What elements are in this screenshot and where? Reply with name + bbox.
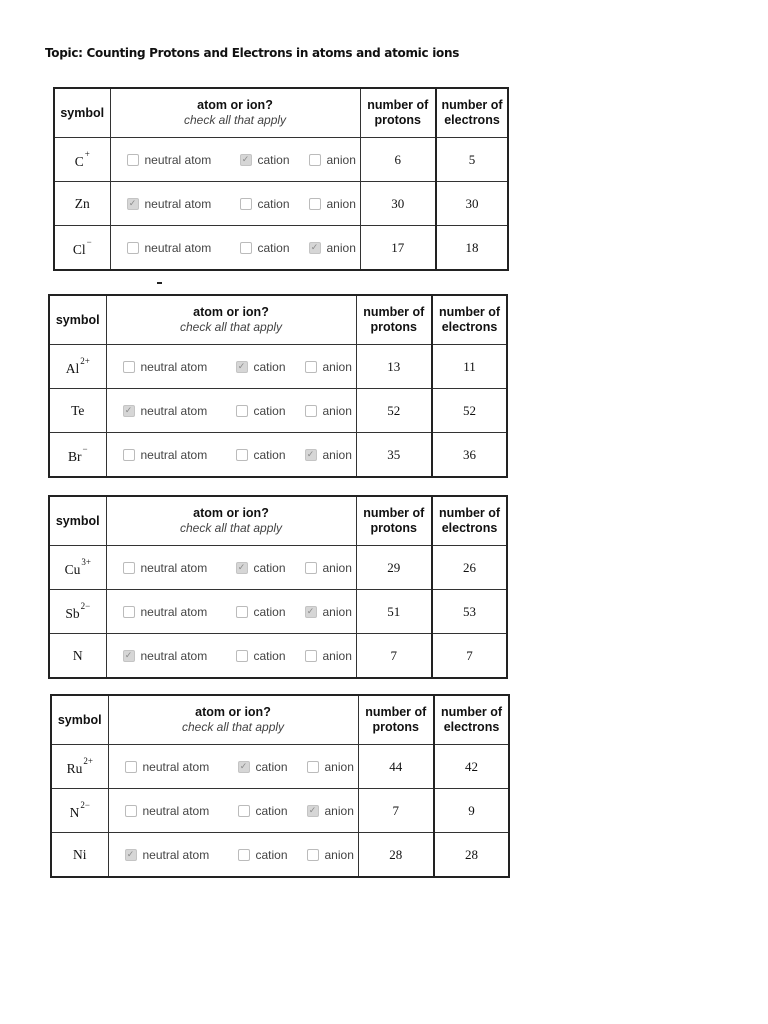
options-cell — [110, 138, 360, 182]
checkbox-group — [107, 404, 356, 418]
anion-label: anion — [326, 240, 356, 255]
symbol-cell — [49, 389, 106, 433]
cation-label: cation — [257, 152, 290, 167]
check-mark-icon: ✓ — [241, 154, 250, 164]
cation-label: cation — [253, 560, 286, 575]
anion-checkbox[interactable] — [307, 849, 319, 861]
neutral-atom-checkbox[interactable] — [123, 650, 135, 662]
electrons-cell: 53 — [432, 590, 507, 634]
neutral-atom-checkbox[interactable] — [123, 449, 135, 461]
cation-label: cation — [255, 803, 288, 818]
table-row — [51, 833, 509, 878]
electrons-cell: 28 — [434, 833, 509, 878]
electrons-cell: 11 — [432, 345, 507, 389]
options-cell — [106, 389, 356, 433]
cation-label: cation — [253, 648, 286, 663]
atom-or-ion-header — [108, 695, 358, 745]
anion-checkbox[interactable] — [305, 361, 317, 373]
anion-label: anion — [322, 604, 352, 619]
header-row — [54, 88, 508, 138]
symbol-cell — [51, 745, 108, 789]
protons-header: number of protons — [360, 88, 436, 138]
check-mark-icon: ✓ — [237, 562, 246, 572]
neutral-atom-checkbox[interactable] — [127, 154, 139, 166]
table-row — [49, 389, 507, 433]
anion-label: anion — [322, 560, 352, 575]
electrons-cell: 52 — [432, 389, 507, 433]
neutral-atom-option[interactable] — [125, 760, 238, 774]
check-mark-icon: ✓ — [239, 761, 248, 771]
element-symbol: Ni — [73, 846, 87, 862]
cation-option[interactable] — [236, 649, 305, 663]
neutral-atom-checkbox[interactable] — [127, 242, 139, 254]
neutral-atom-checkbox[interactable] — [123, 405, 135, 417]
cation-checkbox[interactable] — [240, 154, 252, 166]
cation-option[interactable] — [238, 804, 307, 818]
cation-option[interactable] — [238, 760, 307, 774]
check-all-hint: check all that apply — [179, 320, 283, 334]
protons-cell: 51 — [356, 590, 432, 634]
neutral-atom-label: neutral atom — [144, 196, 212, 211]
protons-cell: 29 — [356, 546, 432, 590]
element-symbol: Ru — [66, 761, 83, 776]
checkbox-group — [107, 561, 356, 575]
check-all-hint: check all that apply — [179, 521, 283, 535]
neutral-atom-option[interactable] — [125, 848, 238, 862]
anion-option[interactable] — [305, 649, 352, 663]
table-row — [49, 345, 507, 389]
table-row — [49, 634, 507, 679]
cation-option[interactable] — [238, 848, 307, 862]
neutral-atom-label: neutral atom — [142, 847, 210, 862]
table-row — [51, 745, 509, 789]
electrons-cell: 26 — [432, 546, 507, 590]
symbol-cell — [49, 590, 106, 634]
checkbox-group — [107, 649, 356, 663]
neutral-atom-label: neutral atom — [142, 759, 210, 774]
anion-option[interactable] — [305, 605, 352, 619]
options-cell — [106, 590, 356, 634]
ion-table — [50, 694, 510, 878]
electrons-header: number of electrons — [432, 295, 507, 345]
protons-header: number of protons — [356, 295, 432, 345]
neutral-atom-checkbox[interactable] — [123, 361, 135, 373]
element-symbol: Cl — [72, 242, 86, 257]
anion-checkbox[interactable] — [305, 606, 317, 618]
check-mark-icon: ✓ — [124, 405, 133, 415]
check-mark-icon: ✓ — [306, 606, 315, 616]
protons-cell: 13 — [356, 345, 432, 389]
check-mark-icon: ✓ — [128, 198, 137, 208]
protons-cell: 7 — [358, 789, 434, 833]
cation-checkbox[interactable] — [238, 805, 250, 817]
ion-charge: − — [82, 444, 88, 454]
anion-option[interactable] — [305, 561, 352, 575]
checkbox-group — [111, 153, 360, 167]
check-mark-icon: ✓ — [237, 361, 246, 371]
protons-cell: 52 — [356, 389, 432, 433]
options-cell — [108, 745, 358, 789]
cation-label: cation — [255, 847, 288, 862]
protons-header: number of protons — [356, 496, 432, 546]
cation-label: cation — [257, 196, 290, 211]
neutral-atom-checkbox[interactable] — [123, 606, 135, 618]
options-cell — [106, 546, 356, 590]
options-cell — [106, 433, 356, 478]
neutral-atom-label: neutral atom — [140, 403, 208, 418]
ion-charge: 2+ — [80, 356, 90, 366]
check-mark-icon: ✓ — [310, 242, 319, 252]
element-symbol: Sb — [65, 606, 80, 621]
check-all-hint: check all that apply — [181, 720, 285, 734]
checkbox-group — [109, 760, 358, 774]
neutral-atom-option[interactable] — [123, 605, 236, 619]
anion-option[interactable] — [305, 448, 352, 462]
element-symbol: Al — [65, 361, 80, 376]
table-row — [49, 433, 507, 478]
checkbox-group — [107, 448, 356, 462]
protons-cell: 30 — [360, 182, 436, 226]
protons-cell: 35 — [356, 433, 432, 478]
cation-checkbox[interactable] — [240, 242, 252, 254]
check-mark-icon: ✓ — [124, 650, 133, 660]
table-row — [49, 590, 507, 634]
header-row — [49, 496, 507, 546]
anion-checkbox[interactable] — [309, 198, 321, 210]
ion-charge: 2− — [80, 800, 90, 810]
element-symbol: Br — [67, 449, 82, 464]
cation-label: cation — [253, 447, 286, 462]
electrons-header: number of electrons — [436, 88, 508, 138]
cation-label: cation — [255, 759, 288, 774]
anion-option[interactable] — [305, 404, 352, 418]
options-cell — [106, 634, 356, 679]
table-row — [54, 182, 508, 226]
options-cell — [110, 182, 360, 226]
cation-option[interactable] — [236, 605, 305, 619]
header-row — [51, 695, 509, 745]
page-title: Topic: Counting Protons and Electrons in atoms and atomic ions — [45, 46, 460, 60]
cation-label: cation — [253, 403, 286, 418]
cation-option[interactable] — [236, 561, 305, 575]
atom-or-ion-title: atom or ion? — [193, 305, 269, 319]
symbol-cell — [54, 138, 110, 182]
neutral-atom-option[interactable] — [127, 241, 240, 255]
neutral-atom-checkbox[interactable] — [127, 198, 139, 210]
anion-label: anion — [324, 759, 354, 774]
table-row — [54, 226, 508, 271]
neutral-atom-option[interactable] — [125, 804, 238, 818]
protons-header: number of protons — [358, 695, 434, 745]
anion-checkbox[interactable] — [309, 154, 321, 166]
ion-table — [48, 294, 508, 478]
anion-option[interactable] — [307, 804, 354, 818]
checkbox-group — [107, 360, 356, 374]
cation-option[interactable] — [236, 360, 305, 374]
checkbox-group — [109, 848, 358, 862]
ion-table — [53, 87, 509, 271]
atom-or-ion-title: atom or ion? — [197, 98, 273, 112]
electrons-header: number of electrons — [432, 496, 507, 546]
neutral-atom-option[interactable] — [123, 649, 236, 663]
cation-checkbox[interactable] — [236, 449, 248, 461]
electrons-cell: 18 — [436, 226, 508, 271]
cation-checkbox[interactable] — [236, 606, 248, 618]
symbol-cell — [51, 789, 108, 833]
table-row — [51, 789, 509, 833]
neutral-atom-option[interactable] — [127, 197, 240, 211]
anion-option[interactable] — [305, 360, 352, 374]
element-symbol: C — [74, 154, 84, 169]
neutral-atom-option[interactable] — [123, 404, 236, 418]
anion-option[interactable] — [307, 760, 354, 774]
electrons-cell: 30 — [436, 182, 508, 226]
anion-checkbox[interactable] — [307, 805, 319, 817]
ion-charge: 2+ — [83, 756, 93, 766]
anion-option[interactable] — [309, 197, 356, 211]
cation-option[interactable] — [240, 197, 309, 211]
cation-checkbox[interactable] — [238, 761, 250, 773]
table-row — [54, 138, 508, 182]
neutral-atom-checkbox[interactable] — [125, 849, 137, 861]
cation-label: cation — [253, 604, 286, 619]
anion-checkbox[interactable] — [305, 650, 317, 662]
cation-label: cation — [253, 359, 286, 374]
header-row — [49, 295, 507, 345]
symbol-cell — [49, 345, 106, 389]
electrons-cell: 7 — [432, 634, 507, 679]
anion-label: anion — [324, 847, 354, 862]
ion-charge: 3+ — [81, 557, 91, 567]
ion-charge: + — [84, 149, 90, 159]
neutral-atom-label: neutral atom — [140, 648, 208, 663]
atom-or-ion-header — [106, 496, 356, 546]
checkbox-group — [111, 197, 360, 211]
element-symbol: Cu — [64, 562, 81, 577]
symbol-header: symbol — [51, 695, 108, 745]
anion-label: anion — [322, 447, 352, 462]
cation-option[interactable] — [236, 448, 305, 462]
cation-checkbox[interactable] — [236, 361, 248, 373]
anion-checkbox[interactable] — [305, 449, 317, 461]
check-mark-icon: ✓ — [308, 805, 317, 815]
anion-label: anion — [326, 196, 356, 211]
element-symbol: Zn — [74, 195, 90, 211]
cation-label: cation — [257, 240, 290, 255]
symbol-cell — [49, 546, 106, 590]
anion-label: anion — [322, 403, 352, 418]
anion-label: anion — [326, 152, 356, 167]
neutral-atom-label: neutral atom — [144, 240, 212, 255]
neutral-atom-option[interactable] — [123, 561, 236, 575]
anion-checkbox[interactable] — [305, 405, 317, 417]
neutral-atom-checkbox[interactable] — [125, 805, 137, 817]
checkbox-group — [107, 605, 356, 619]
electrons-cell: 36 — [432, 433, 507, 478]
atom-or-ion-title: atom or ion? — [193, 506, 269, 520]
symbol-cell — [51, 833, 108, 878]
check-mark-icon: ✓ — [306, 449, 315, 459]
element-symbol: Te — [71, 402, 85, 418]
anion-checkbox[interactable] — [309, 242, 321, 254]
anion-label: anion — [322, 648, 352, 663]
neutral-atom-label: neutral atom — [144, 152, 212, 167]
symbol-header: symbol — [49, 295, 106, 345]
protons-cell: 17 — [360, 226, 436, 271]
ion-table — [48, 495, 508, 679]
options-cell — [106, 345, 356, 389]
neutral-atom-label: neutral atom — [140, 604, 208, 619]
cation-option[interactable] — [240, 153, 309, 167]
ion-charge: 2− — [80, 601, 91, 611]
anion-option[interactable] — [309, 153, 356, 167]
protons-cell: 44 — [358, 745, 434, 789]
symbol-cell — [54, 226, 110, 271]
anion-label: anion — [324, 803, 354, 818]
anion-checkbox[interactable] — [305, 562, 317, 574]
options-cell — [108, 789, 358, 833]
element-symbol: N — [69, 805, 80, 820]
electrons-header: number of electrons — [434, 695, 509, 745]
atom-or-ion-header — [110, 88, 360, 138]
protons-cell: 28 — [358, 833, 434, 878]
options-cell — [108, 833, 358, 878]
anion-option[interactable] — [307, 848, 354, 862]
table-row — [49, 546, 507, 590]
check-all-hint: check all that apply — [183, 113, 287, 127]
options-cell — [110, 226, 360, 271]
neutral-atom-option[interactable] — [123, 360, 236, 374]
protons-cell: 7 — [356, 634, 432, 679]
check-mark-icon: ✓ — [126, 849, 135, 859]
cation-checkbox[interactable] — [236, 562, 248, 574]
neutral-atom-label: neutral atom — [142, 803, 210, 818]
symbol-header: symbol — [54, 88, 110, 138]
neutral-atom-option[interactable] — [127, 153, 240, 167]
neutral-atom-checkbox[interactable] — [125, 761, 137, 773]
element-symbol: N — [72, 647, 83, 663]
symbol-cell — [49, 433, 106, 478]
checkbox-group — [111, 241, 360, 255]
anion-option[interactable] — [309, 241, 356, 255]
atom-or-ion-title: atom or ion? — [195, 705, 271, 719]
stray-dash-mark — [157, 282, 162, 284]
neutral-atom-checkbox[interactable] — [123, 562, 135, 574]
cation-checkbox[interactable] — [240, 198, 252, 210]
cation-option[interactable] — [240, 241, 309, 255]
neutral-atom-label: neutral atom — [140, 359, 208, 374]
cation-checkbox[interactable] — [236, 405, 248, 417]
symbol-cell — [49, 634, 106, 679]
symbol-header: symbol — [49, 496, 106, 546]
atom-or-ion-header — [106, 295, 356, 345]
neutral-atom-label: neutral atom — [140, 447, 208, 462]
electrons-cell: 5 — [436, 138, 508, 182]
cation-option[interactable] — [236, 404, 305, 418]
cation-checkbox[interactable] — [236, 650, 248, 662]
neutral-atom-option[interactable] — [123, 448, 236, 462]
electrons-cell: 42 — [434, 745, 509, 789]
protons-cell: 6 — [360, 138, 436, 182]
anion-checkbox[interactable] — [307, 761, 319, 773]
cation-checkbox[interactable] — [238, 849, 250, 861]
symbol-cell — [54, 182, 110, 226]
electrons-cell: 9 — [434, 789, 509, 833]
checkbox-group — [109, 804, 358, 818]
anion-label: anion — [322, 359, 352, 374]
ion-charge: − — [86, 237, 92, 247]
neutral-atom-label: neutral atom — [140, 560, 208, 575]
